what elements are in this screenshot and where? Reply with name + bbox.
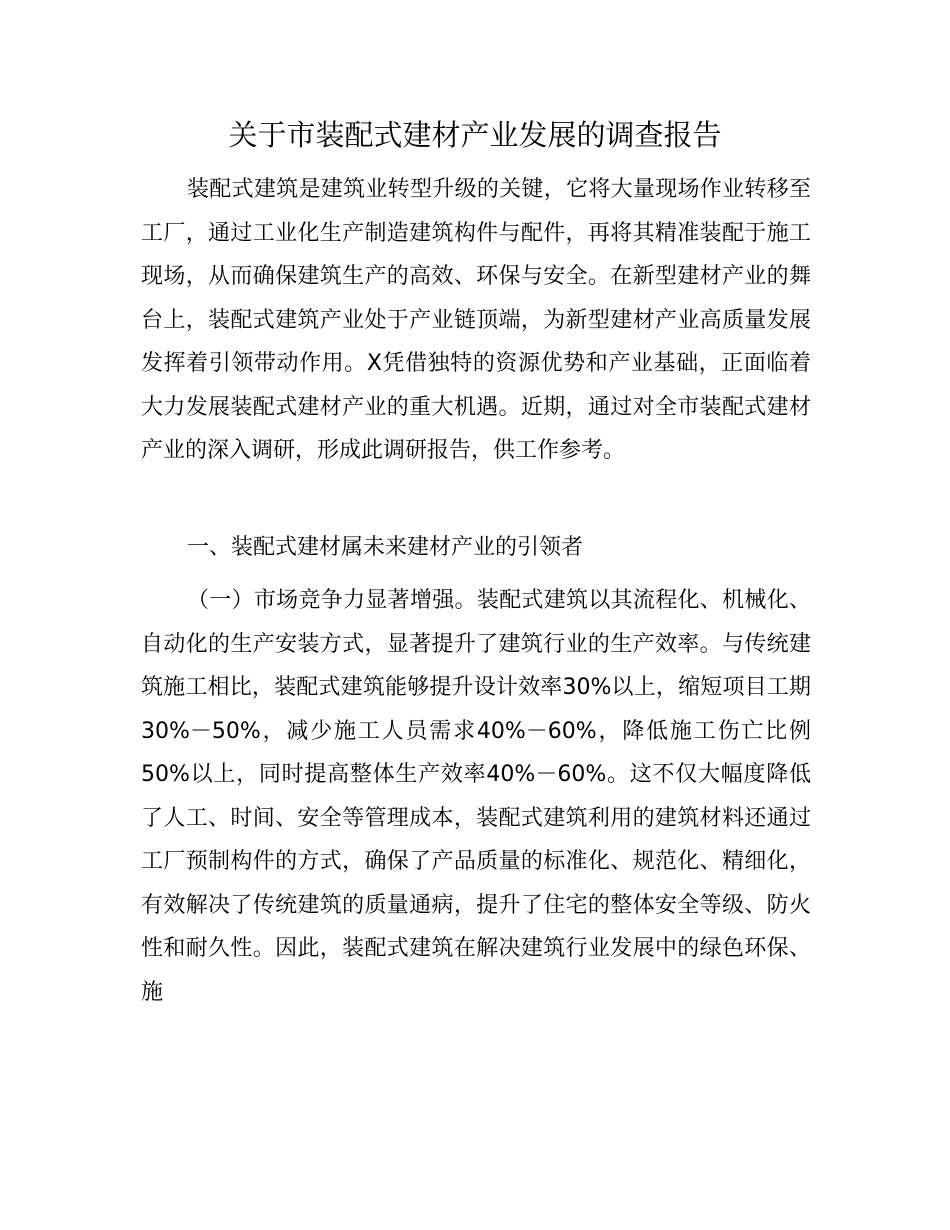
document-title: 关于市装配式建材产业发展的调查报告 bbox=[228, 118, 722, 152]
section-heading: 一、装配式建材属未来建材产业的引领者 bbox=[187, 535, 584, 560]
intro-paragraph: 装配式建筑是建筑业转型升级的关键，它将大量现场作业转移至工厂，通过工业化生产制造建筑构件与配件，再将其精准装配于施工现场，从而确保建筑生产的高效、环保与安全。在新型建材产业的舞台上，装配式建筑产业处于产业链顶端，为新型建材产业高质量发展发挥着引领带动作用。X凭借独特的资源优势和产业基础，正面临着大力发展装配式建材产业的重大机遇。近期，通过对全市装配式建材产业的深入调研，形成此调研报告，供工作参考。 bbox=[141, 177, 811, 463]
section-paragraph: （一）市场竞争力显著增强。装配式建筑以其流程化、机械化、自动化的生产安装方式，显著提升了建筑行业的生产效率。与传统建筑施工相比，装配式建筑能够提升设计效率30%以上，缩短项目工期30%－50%，减少施工人员需求40%－60%，降低施工伤亡比例50%以上，同时提高整体生产效率40%－60%。这不仅大幅度降低了人工、时间、安全等管理成本，装配式建筑利用的建筑材料还通过工厂预制构件的方式，确保了产品质量的标准化、规范化、精细化，有效解决了传统建筑的质量通病，提升了住宅的整体安全等级、防火性和耐久性。因此，装配式建筑在解决建筑行业发展中的绿色环保、施 bbox=[141, 588, 811, 1005]
